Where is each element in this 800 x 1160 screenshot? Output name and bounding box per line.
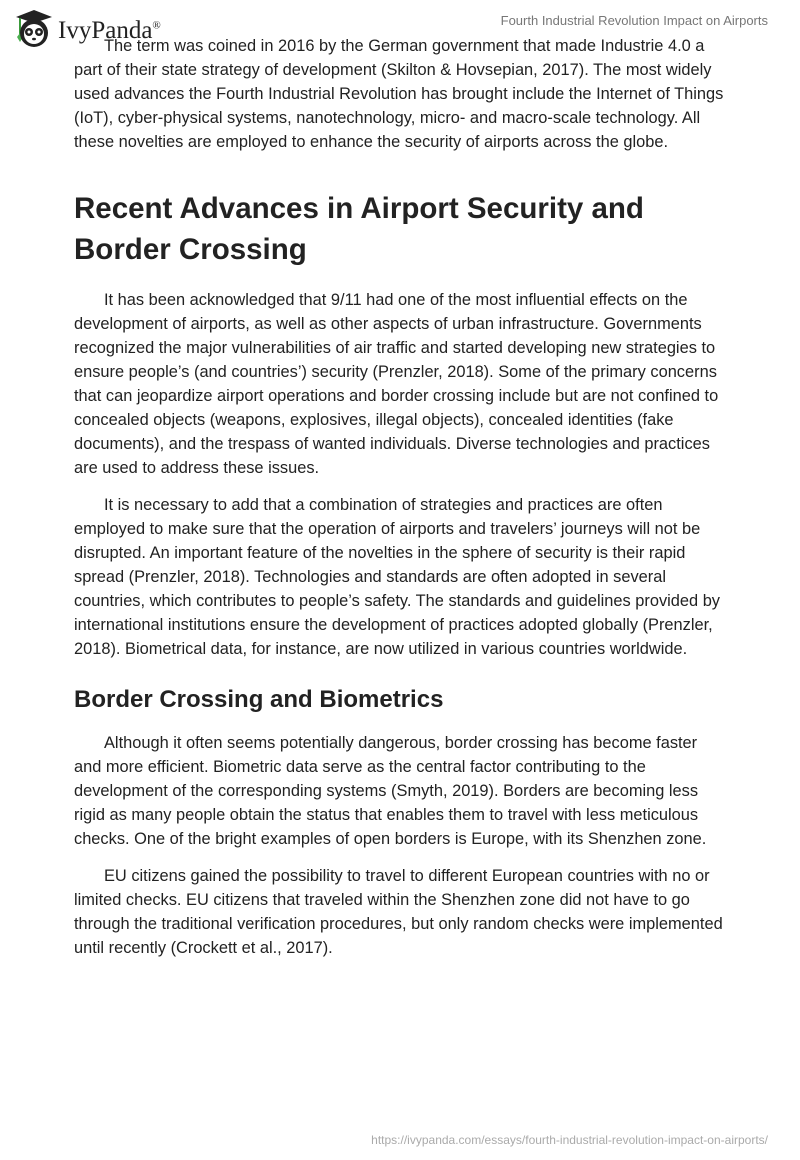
essay-content [74,34,728,973]
source-url[interactable]: https://ivypanda.com/essays/fourth-industrial-revolution-impact-on-airports/ [371,1133,768,1147]
section-heading: Recent Advances in Airport Security and Border Crossing [74,192,644,266]
paragraph: It has been acknowledged that 9/11 had one of the most influential effects on the development of airports, as well as other aspects of urban infrastructure. Governments recognized the major vulnerabilities of air traffic and started developing new strategies to ensure people’s (and countries’) security (Prenzler, 2018). Some of the primary concerns that can jeopardize airport operations and border crossing include but are not confined to concealed objects (weapons, explosives, illegal objects), concealed identities (fake documents), and the trespass of wanted individuals. Diverse technologies and practices are used to address these issues. [74,291,719,477]
paragraph: EU citizens gained the possibility to travel to different European countries with no or limited checks. EU citizens that traveled within the Shenzhen zone did not have to go through the traditional verification procedures, but only random checks were implemented until recently (Crockett et al., 2017). [74,867,723,957]
subsection-heading: Border Crossing and Biometrics [74,686,444,713]
panda-graduate-icon [12,7,54,49]
paragraph: It is necessary to add that a combination of strategies and practices are often employed to make sure that the operation of airports and travelers’ journeys will not be disrupted. An important feature of the novelties in the sphere of security is their rapid spread (Prenzler, 2018). Technologies and standards are often adopted in several countries, which contributes to people’s safety. The standards and guidelines provided by international institutions ensure the development of practices adopted globally (Prenzler, 2018). Biometrical data, for instance, are now utilized in various countries worldwide. [74,496,721,658]
paragraph: Although it often seems potentially dangerous, border crossing has become faster and more efficient. Biometric data serve as the central factor contributing to the development of the corresponding systems (Smyth, 2019). Borders are becoming less rigid as many people obtain the status that enables them to travel with less meticulous checks. One of the bright examples of open borders is Europe, with its Shenzhen zone. [74,734,707,848]
document-title: Fourth Industrial Revolution Impact on Airports [500,13,768,28]
logo-text: IvyPanda [58,17,153,44]
registered-mark: ® [152,19,161,32]
paragraph: The term was coined in 2016 by the German government that made Industrie 4.0 a part of their state strategy of development (Skilton & Hovsepian, 2017). The most widely used advances the Fourth Industrial Revolution has brought include the Internet of Things (IoT), cyber-physical systems, nanotechnology, micro- and macro-scale technology. All these novelties are employed to enhance the security of airports across the globe. [74,37,724,151]
